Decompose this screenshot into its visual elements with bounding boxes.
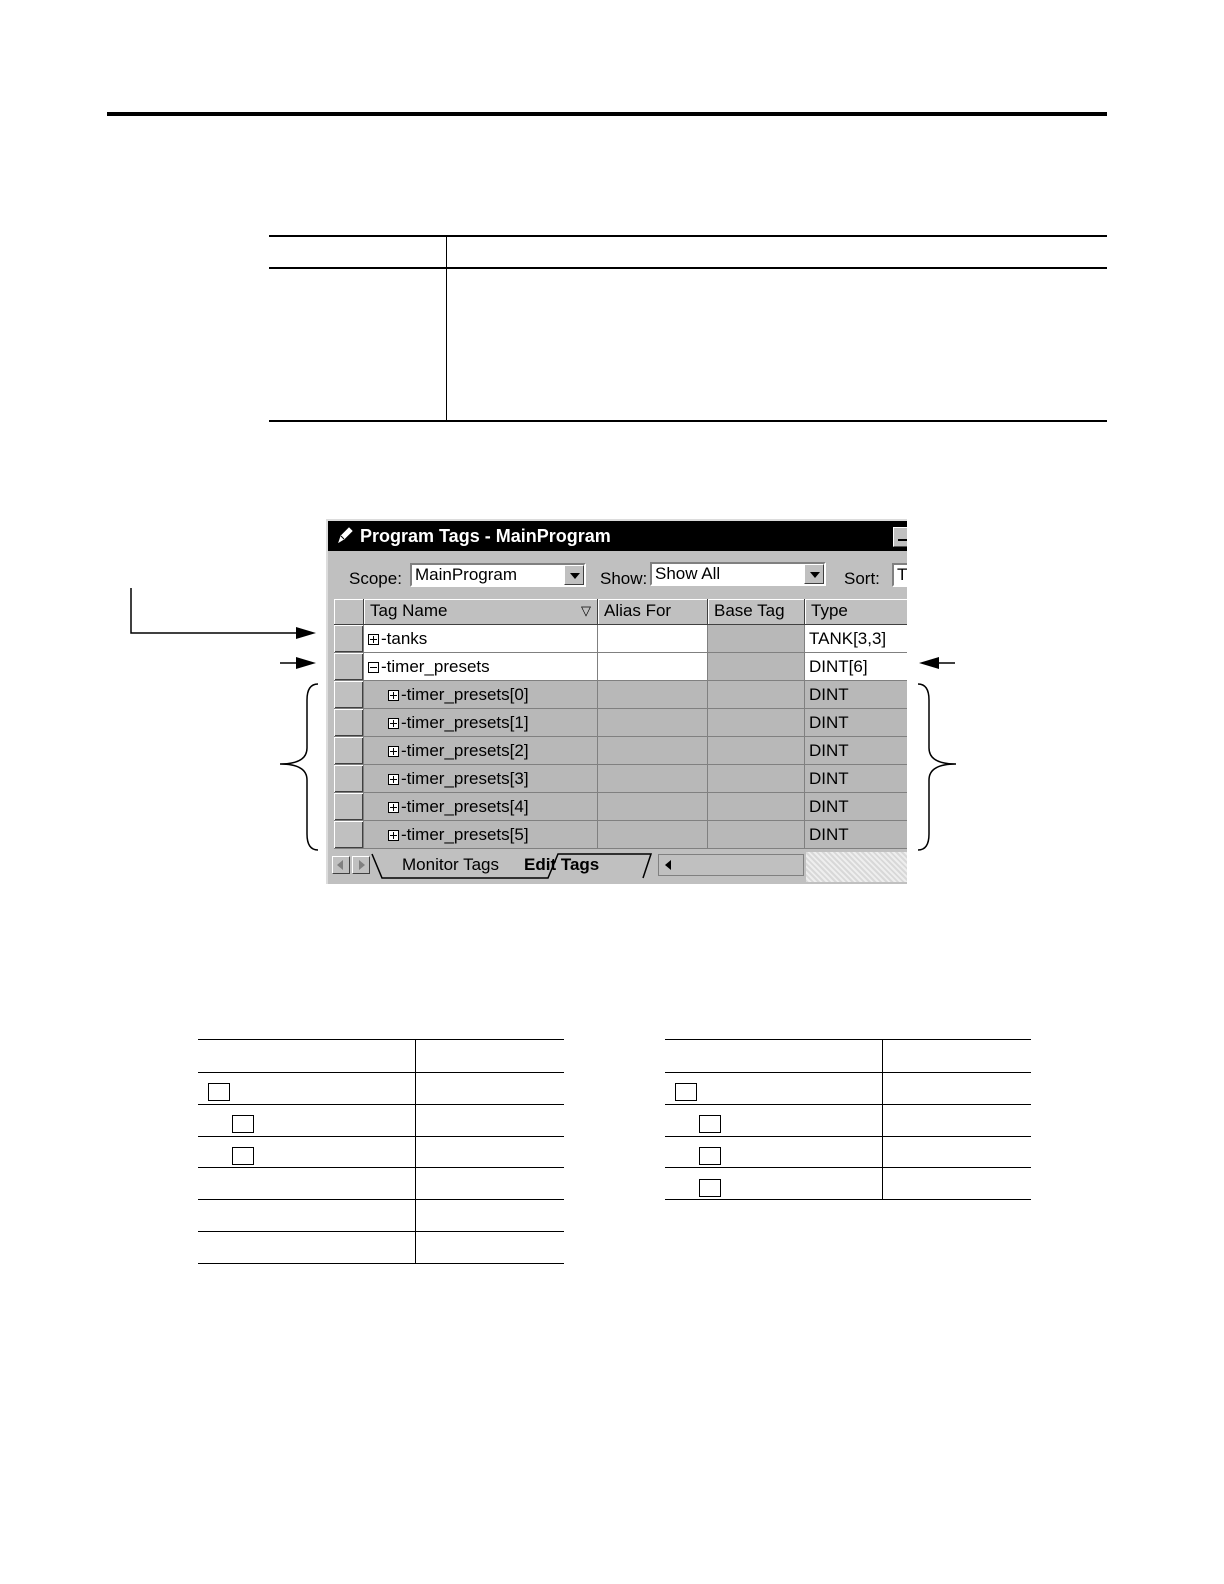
- element-box: [699, 1179, 721, 1197]
- alias-for-cell: [598, 793, 708, 821]
- base-tag-cell: [708, 765, 805, 793]
- expand-plus-icon[interactable]: [388, 718, 399, 729]
- sort-dropdown[interactable]: [892, 563, 907, 587]
- type-cell[interactable]: DINT[6]: [805, 653, 907, 681]
- base-tag-cell: [708, 625, 805, 653]
- arrow-right-icon: [359, 860, 365, 870]
- row-selector[interactable]: [334, 681, 364, 709]
- type-cell: DINT: [805, 765, 907, 793]
- element-box: [699, 1115, 721, 1133]
- base-tag-cell: [708, 821, 805, 849]
- alias-for-cell: [598, 737, 708, 765]
- expand-plus-icon[interactable]: [388, 746, 399, 757]
- expand-plus-icon[interactable]: [388, 774, 399, 785]
- element-box: [232, 1147, 254, 1165]
- type-cell[interactable]: TANK[3,3]: [805, 625, 907, 653]
- table-row[interactable]: [334, 737, 907, 765]
- alias-for-cell[interactable]: [598, 653, 708, 681]
- alias-for-cell: [598, 681, 708, 709]
- program-tags-window: [326, 519, 907, 884]
- arrow-left-icon: [337, 860, 343, 870]
- table-row[interactable]: [334, 653, 907, 681]
- minimize-button[interactable]: [893, 527, 907, 547]
- tag-name-cell[interactable]: -timer_presets[5]: [364, 821, 598, 849]
- alias-for-cell: [598, 709, 708, 737]
- base-tag-cell: [708, 681, 805, 709]
- element-box: [675, 1083, 697, 1101]
- row-selector[interactable]: [334, 625, 364, 653]
- chevron-down-icon[interactable]: [564, 565, 584, 585]
- tab-monitor-tags[interactable]: Monitor Tags: [402, 855, 500, 874]
- pencil-icon: [336, 525, 354, 545]
- tab-edit-tags[interactable]: Edit Tags: [524, 855, 600, 874]
- collapse-minus-icon[interactable]: [368, 662, 379, 673]
- column-header-tag-name[interactable]: Tag Name ▽: [364, 599, 598, 625]
- grid-corner: [334, 599, 364, 625]
- scope-label: Scope:: [349, 569, 402, 588]
- tag-name-cell[interactable]: -tanks: [364, 625, 598, 653]
- row-selector[interactable]: [334, 793, 364, 821]
- scope-value: MainProgram: [415, 565, 518, 584]
- tab-scroll-left-button[interactable]: [332, 856, 350, 874]
- horizontal-scrollbar[interactable]: [658, 854, 804, 876]
- row-selector[interactable]: [334, 709, 364, 737]
- table-row[interactable]: [334, 625, 907, 653]
- element-box: [208, 1083, 230, 1101]
- scope-dropdown[interactable]: [410, 563, 586, 587]
- base-tag-cell: [708, 737, 805, 765]
- base-tag-cell: [708, 709, 805, 737]
- tab-bar: [328, 852, 907, 882]
- sort-indicator-icon: ▽: [581, 603, 591, 618]
- column-header-type[interactable]: Type: [805, 599, 907, 625]
- row-selector[interactable]: [334, 765, 364, 793]
- chevron-down-icon[interactable]: [804, 564, 824, 584]
- sort-label: Sort:: [844, 569, 880, 588]
- show-dropdown[interactable]: [650, 562, 826, 586]
- row-selector[interactable]: [334, 653, 364, 681]
- element-box: [699, 1147, 721, 1165]
- tag-name-cell[interactable]: -timer_presets[2]: [364, 737, 598, 765]
- row-selector[interactable]: [334, 737, 364, 765]
- element-box: [232, 1115, 254, 1133]
- type-cell: DINT: [805, 681, 907, 709]
- row-selector[interactable]: [334, 821, 364, 849]
- show-value: Show All: [655, 564, 721, 583]
- type-cell: DINT: [805, 709, 907, 737]
- scroll-left-icon[interactable]: [665, 860, 671, 870]
- expand-plus-icon[interactable]: [388, 830, 399, 841]
- column-header-base-tag[interactable]: Base Tag: [708, 599, 805, 625]
- tag-name-cell[interactable]: -timer_presets: [364, 653, 598, 681]
- table-row[interactable]: [334, 709, 907, 737]
- alias-for-cell: [598, 821, 708, 849]
- sort-value: T: [897, 565, 907, 584]
- title-bar: [328, 521, 907, 551]
- tag-name-cell[interactable]: -timer_presets[0]: [364, 681, 598, 709]
- base-tag-cell: [708, 653, 805, 681]
- table-row[interactable]: [334, 793, 907, 821]
- column-header-alias-for[interactable]: Alias For: [598, 599, 708, 625]
- show-label: Show:: [600, 569, 648, 588]
- expand-plus-icon[interactable]: [388, 802, 399, 813]
- tag-name-cell[interactable]: -timer_presets[4]: [364, 793, 598, 821]
- type-cell: DINT: [805, 737, 907, 765]
- alias-for-cell[interactable]: [598, 625, 708, 653]
- base-tag-cell: [708, 793, 805, 821]
- window-title: Program Tags - MainProgram: [360, 526, 611, 546]
- table-row[interactable]: [334, 821, 907, 849]
- type-cell: DINT: [805, 821, 907, 849]
- alias-for-cell: [598, 765, 708, 793]
- tag-name-cell[interactable]: -timer_presets[3]: [364, 765, 598, 793]
- expand-plus-icon[interactable]: [388, 690, 399, 701]
- expand-plus-icon[interactable]: [368, 634, 379, 645]
- table-row[interactable]: [334, 681, 907, 709]
- scroll-track: [806, 852, 907, 882]
- tag-name-cell[interactable]: -timer_presets[1]: [364, 709, 598, 737]
- table-row[interactable]: [334, 765, 907, 793]
- type-cell: DINT: [805, 793, 907, 821]
